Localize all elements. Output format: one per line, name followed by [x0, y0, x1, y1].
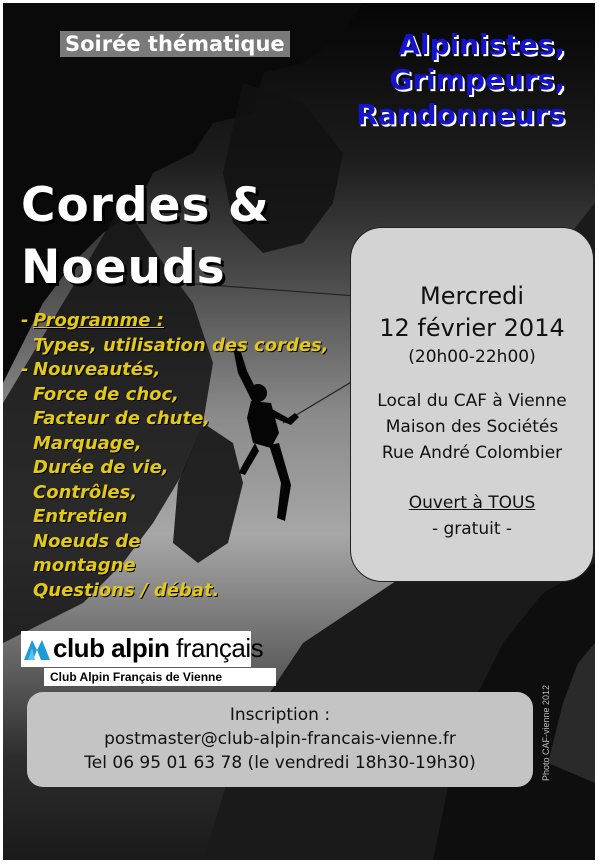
- event-type-badge: Soirée thématique: [60, 31, 290, 57]
- inscription-phone: Tel 06 95 01 63 78 (le vendredi 18h30-19h30): [84, 753, 476, 773]
- event-price: - gratuit -: [431, 519, 513, 539]
- programme-item: Durée de vie,: [33, 457, 169, 478]
- poster: [3, 3, 595, 860]
- title-line: Cordes &: [21, 178, 270, 233]
- logo-brand: club alpin: [53, 633, 170, 663]
- event-street: Rue André Colombier: [381, 443, 563, 463]
- programme-item: montagne: [33, 555, 136, 576]
- logo-brand-light: français: [176, 633, 264, 663]
- programme-item: Contrôles,: [33, 481, 138, 503]
- event-time: (20h00-22h00): [408, 347, 536, 367]
- event-day: Mercredi: [419, 282, 524, 310]
- programme-item: Questions / débat.: [33, 579, 220, 601]
- logo-subtitle: Club Alpin Français de Vienne: [44, 668, 276, 686]
- bullet-dash: -: [21, 310, 29, 331]
- programme-item: Nouveautés,: [33, 359, 161, 380]
- audience-item: Alpinistes,: [398, 28, 565, 61]
- club-logo: [21, 631, 264, 667]
- programme-item: Force de choc,: [33, 383, 180, 405]
- audience-list: [356, 27, 565, 132]
- programme-item: Types, utilisation des cordes,: [33, 334, 329, 356]
- programme-item: Marquage,: [33, 432, 142, 454]
- title-line: Noeuds: [21, 240, 226, 295]
- programme-item: Entretien: [33, 506, 128, 527]
- bullet-dash: -: [21, 359, 29, 380]
- event-building: Maison des Sociétés: [385, 417, 559, 437]
- audience-item: Grimpeurs,: [389, 63, 565, 96]
- inscription-box: [27, 692, 533, 787]
- event-venue: Local du CAF à Vienne: [377, 391, 567, 411]
- programme-heading: Programme :: [33, 310, 164, 331]
- programme-item: Facteur de chute,: [33, 408, 211, 429]
- event-info-box: [350, 227, 594, 582]
- programme-item: Noeuds de: [33, 530, 141, 552]
- inscription-label: Inscription :: [229, 705, 331, 725]
- event-date: 12 février 2014: [379, 314, 565, 342]
- event-open: Ouvert à TOUS: [408, 493, 536, 513]
- audience-item: Randonneurs: [356, 98, 565, 131]
- photo-credit: Photo CAF-vienne 2012: [541, 684, 551, 781]
- poster-title: [21, 175, 270, 299]
- inscription-email[interactable]: postmaster@club-alpin-francais-vienne.fr: [104, 729, 456, 749]
- programme-list: [21, 309, 329, 603]
- mountain-logo-icon: [24, 636, 50, 662]
